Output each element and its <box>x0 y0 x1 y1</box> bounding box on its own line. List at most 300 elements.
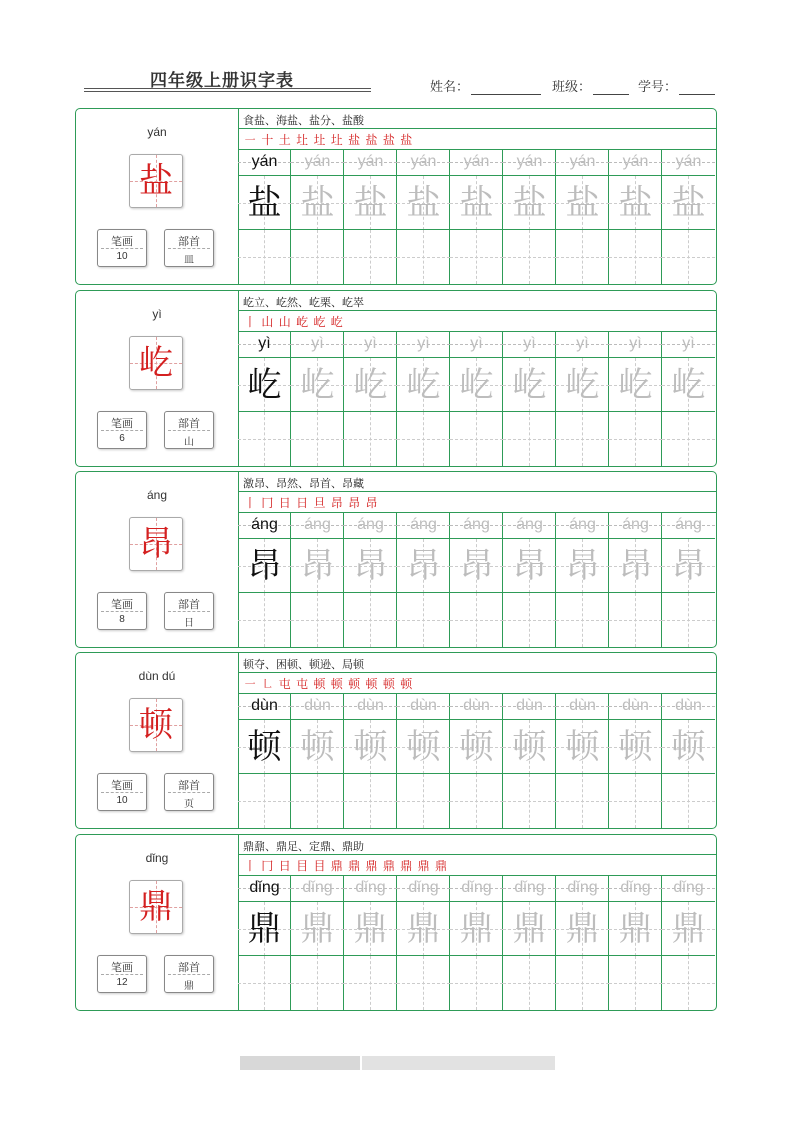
blank-cell[interactable] <box>291 229 344 284</box>
page-title: 四年级上册识字表 <box>150 71 294 90</box>
char-cell[interactable] <box>344 175 397 230</box>
blank-cell[interactable] <box>609 773 662 828</box>
stroke-count-value: 8 <box>119 614 125 625</box>
practice-column <box>556 149 609 284</box>
pinyin-cell <box>397 693 450 719</box>
radical-label: 部首 <box>178 418 200 430</box>
char-cell[interactable] <box>450 357 503 412</box>
char-trace: 昂 <box>406 546 441 586</box>
pinyin-cell <box>503 331 556 357</box>
char-trace: 顿 <box>459 727 494 767</box>
char-cell[interactable] <box>397 538 450 593</box>
char-cell[interactable] <box>662 901 715 956</box>
char-cell[interactable] <box>291 175 344 230</box>
char-cell[interactable] <box>238 901 291 956</box>
pinyin-text: dùn <box>622 697 649 714</box>
number-label: 学号： <box>638 79 678 94</box>
example-words: 激昂、昂然、昂首、昂藏 <box>243 478 364 490</box>
radical-value: 鼎 <box>184 981 194 992</box>
char-trace: 鼎 <box>512 909 547 949</box>
stroke-step: ㇗ <box>261 677 275 691</box>
radical-box <box>164 773 214 811</box>
stroke-step: 屹 <box>330 315 344 329</box>
pinyin-text: dùn <box>410 697 437 714</box>
char-trace: 盐 <box>671 183 706 223</box>
blank-cell[interactable] <box>450 773 503 828</box>
blank-cell[interactable] <box>556 773 609 828</box>
char-cell[interactable] <box>397 901 450 956</box>
name-field[interactable] <box>430 76 541 95</box>
pinyin-cell <box>662 693 715 719</box>
blank-cell[interactable] <box>344 955 397 1010</box>
stroke-step: 顿 <box>382 677 396 691</box>
practice-grid <box>238 331 716 466</box>
stroke-step: 顿 <box>400 677 414 691</box>
name-blank[interactable] <box>471 80 541 95</box>
practice-column <box>503 875 556 1010</box>
pinyin-cell <box>609 693 662 719</box>
char-cell[interactable] <box>503 538 556 593</box>
practice-column <box>291 693 344 828</box>
title-underline-double <box>84 91 371 92</box>
blank-cell[interactable] <box>291 773 344 828</box>
stroke-order <box>244 675 413 692</box>
stroke-step: 圵 <box>330 133 344 147</box>
char-cell[interactable] <box>450 719 503 774</box>
blank-cell[interactable] <box>238 229 291 284</box>
char-cell[interactable] <box>344 719 397 774</box>
blank-cell[interactable] <box>397 955 450 1010</box>
char-cell[interactable] <box>238 357 291 412</box>
class-field[interactable] <box>552 76 629 95</box>
pinyin-cell <box>609 875 662 901</box>
blank-cell[interactable] <box>503 229 556 284</box>
char-cell[interactable] <box>609 901 662 956</box>
practice-column <box>556 512 609 647</box>
radical-box <box>164 955 214 993</box>
stroke-step: 顿 <box>348 677 362 691</box>
pinyin-text: yì <box>682 335 695 352</box>
blank-cell[interactable] <box>238 773 291 828</box>
pinyin-text: yán <box>622 153 649 170</box>
pinyin-cell <box>503 512 556 538</box>
pinyin-text: dǐng <box>620 879 651 896</box>
radical-value: 页 <box>184 799 194 810</box>
blank-cell[interactable] <box>291 955 344 1010</box>
char-cell[interactable] <box>662 175 715 230</box>
char-info-panel <box>76 109 239 284</box>
practice-column <box>450 331 503 466</box>
stroke-count-label: 笔画 <box>111 780 133 792</box>
pinyin-text: dǐng <box>355 879 386 896</box>
pinyin-text: áng <box>251 516 278 533</box>
practice-column <box>344 149 397 284</box>
blank-cell[interactable] <box>344 773 397 828</box>
practice-column <box>397 512 450 647</box>
char-cell[interactable] <box>344 357 397 412</box>
pinyin-text: yán <box>675 153 702 170</box>
pinyin-text: dùn <box>569 697 596 714</box>
blank-cell[interactable] <box>662 592 715 647</box>
stroke-step: 屹 <box>296 315 310 329</box>
pinyin-cell <box>450 149 503 175</box>
blank-cell[interactable] <box>397 229 450 284</box>
pinyin-text: áng <box>410 516 437 533</box>
radical-label: 部首 <box>178 236 200 248</box>
char-trace: 顿 <box>618 727 653 767</box>
blank-cell[interactable] <box>450 229 503 284</box>
stroke-step: 十 <box>261 133 275 147</box>
blank-cell[interactable] <box>344 229 397 284</box>
stroke-step: 鼎 <box>434 859 448 873</box>
char-trace: 昂 <box>512 546 547 586</box>
pinyin-cell <box>344 149 397 175</box>
char-cell[interactable] <box>556 901 609 956</box>
pinyin-cell <box>662 331 715 357</box>
practice-column <box>291 331 344 466</box>
char-trace: 屹 <box>565 365 600 405</box>
practice-column <box>662 512 716 647</box>
char-cell[interactable] <box>503 719 556 774</box>
pinyin-cell <box>450 693 503 719</box>
radical-box <box>164 229 214 267</box>
pinyin-text: dǐng <box>249 879 280 896</box>
char-trace: 顿 <box>512 727 547 767</box>
stroke-count-box <box>97 411 147 449</box>
char-trace: 鼎 <box>353 909 388 949</box>
number-field[interactable] <box>638 76 715 95</box>
char-trace: 鼎 <box>406 909 441 949</box>
blank-cell[interactable] <box>291 592 344 647</box>
stroke-step: ㇐ <box>244 133 258 147</box>
pinyin-cell <box>662 149 715 175</box>
practice-column <box>397 149 450 284</box>
pinyin-cell <box>238 149 291 175</box>
footer-blur <box>240 1056 360 1070</box>
pinyin-cell <box>344 693 397 719</box>
char-main: 顿 <box>139 705 173 745</box>
radical-value: 皿 <box>184 255 194 266</box>
char-display-box <box>129 880 183 934</box>
char-trace: 鼎 <box>565 909 600 949</box>
stroke-step: 日 <box>296 496 310 510</box>
char-display-box <box>129 154 183 208</box>
blank-cell[interactable] <box>609 411 662 466</box>
char-cell[interactable] <box>662 538 715 593</box>
char-cell[interactable] <box>450 901 503 956</box>
practice-column <box>450 149 503 284</box>
char-trace: 顿 <box>671 727 706 767</box>
pinyin-cell <box>291 875 344 901</box>
char-cell[interactable] <box>397 357 450 412</box>
stroke-count-value: 6 <box>119 433 125 444</box>
stroke-step: 屯 <box>296 677 310 691</box>
stroke-step: 圵 <box>296 133 310 147</box>
practice-column <box>503 693 556 828</box>
char-cell[interactable] <box>556 719 609 774</box>
pinyin-text: áng <box>622 516 649 533</box>
pinyin-text: yán <box>357 153 384 170</box>
practice-panel <box>238 109 716 284</box>
number-blank[interactable] <box>679 80 715 95</box>
pinyin-cell <box>609 149 662 175</box>
char-cell[interactable] <box>344 538 397 593</box>
stroke-step: 冂 <box>261 496 275 510</box>
stroke-step: 盐 <box>400 133 414 147</box>
blank-cell[interactable] <box>450 955 503 1010</box>
stroke-step: 日 <box>278 859 292 873</box>
stroke-count-box <box>97 229 147 267</box>
char-cell[interactable] <box>291 719 344 774</box>
char-trace: 盐 <box>300 183 335 223</box>
blank-cell[interactable] <box>609 955 662 1010</box>
pinyin-cell <box>662 512 715 538</box>
stroke-count-value: 10 <box>116 795 128 806</box>
char-trace: 盐 <box>565 183 600 223</box>
stroke-step: 旦 <box>313 496 327 510</box>
practice-grid <box>238 512 716 647</box>
char-cell[interactable] <box>344 901 397 956</box>
pinyin-text: yì <box>470 335 483 352</box>
practice-column <box>397 331 450 466</box>
pinyin-text: dùn <box>251 697 278 714</box>
stroke-order <box>244 131 413 148</box>
char-trace: 屹 <box>618 365 653 405</box>
stroke-count-label: 笔画 <box>111 236 133 248</box>
blank-cell[interactable] <box>397 773 450 828</box>
char-info-panel <box>76 472 239 647</box>
blank-cell[interactable] <box>238 955 291 1010</box>
radical-label: 部首 <box>178 599 200 611</box>
pinyin-cell <box>450 331 503 357</box>
char-trace: 屹 <box>512 365 547 405</box>
practice-column <box>238 693 291 828</box>
practice-column <box>450 512 503 647</box>
char-trace: 顿 <box>353 727 388 767</box>
char-trace: 鼎 <box>459 909 494 949</box>
pinyin-cell <box>556 149 609 175</box>
char-cell[interactable] <box>238 175 291 230</box>
blank-cell[interactable] <box>344 592 397 647</box>
practice-column <box>450 875 503 1010</box>
stroke-step: 鼎 <box>382 859 396 873</box>
stroke-step: 盐 <box>348 133 362 147</box>
stroke-step: 昂 <box>348 496 362 510</box>
stroke-order <box>244 494 379 511</box>
stroke-step: 目 <box>296 859 310 873</box>
pinyin-cell <box>556 512 609 538</box>
char-cell[interactable] <box>238 719 291 774</box>
pinyin-text: dùn <box>463 697 490 714</box>
char-trace: 顿 <box>300 727 335 767</box>
char-info-panel <box>76 653 239 828</box>
pinyin-cell <box>397 149 450 175</box>
stroke-step: 圵 <box>313 133 327 147</box>
blank-cell[interactable] <box>344 411 397 466</box>
blank-cell[interactable] <box>662 955 715 1010</box>
char-cell[interactable] <box>662 719 715 774</box>
char-trace: 昂 <box>353 546 388 586</box>
pinyin-text: yán <box>251 153 278 170</box>
footer-blur-2 <box>362 1056 555 1070</box>
char-trace: 盐 <box>459 183 494 223</box>
char-cell[interactable] <box>556 175 609 230</box>
blank-cell[interactable] <box>450 592 503 647</box>
char-card <box>75 108 717 285</box>
blank-cell[interactable] <box>556 229 609 284</box>
pinyin-text: yì <box>364 335 377 352</box>
practice-column <box>238 512 291 647</box>
pinyin-cell <box>238 693 291 719</box>
blank-cell[interactable] <box>609 592 662 647</box>
blank-cell[interactable] <box>503 773 556 828</box>
char-card <box>75 290 717 467</box>
char-trace: 盐 <box>512 183 547 223</box>
blank-cell[interactable] <box>238 592 291 647</box>
char-cell[interactable] <box>556 538 609 593</box>
stroke-step: 山 <box>261 315 275 329</box>
blank-cell[interactable] <box>503 955 556 1010</box>
char-cell[interactable] <box>609 719 662 774</box>
practice-panel <box>238 835 716 1010</box>
char-trace: 屹 <box>406 365 441 405</box>
pinyin-text: yì <box>576 335 589 352</box>
pinyin-cell <box>503 693 556 719</box>
stroke-step: ㇐ <box>244 677 258 691</box>
blank-cell[interactable] <box>609 229 662 284</box>
pinyin-text: yì <box>258 335 271 352</box>
char-cell[interactable] <box>609 175 662 230</box>
practice-column <box>503 331 556 466</box>
char-cell[interactable] <box>503 175 556 230</box>
practice-grid <box>238 149 716 284</box>
blank-cell[interactable] <box>556 411 609 466</box>
stroke-step: 目 <box>313 859 327 873</box>
blank-cell[interactable] <box>397 592 450 647</box>
blank-cell[interactable] <box>397 411 450 466</box>
pinyin-text: áng <box>304 516 331 533</box>
class-blank[interactable] <box>593 80 629 95</box>
practice-column <box>662 331 716 466</box>
stroke-step: 山 <box>278 315 292 329</box>
char-cell[interactable] <box>291 538 344 593</box>
char-cell[interactable] <box>609 357 662 412</box>
char-cell[interactable] <box>450 538 503 593</box>
blank-cell[interactable] <box>662 411 715 466</box>
stroke-step: 日 <box>278 496 292 510</box>
blank-cell[interactable] <box>503 592 556 647</box>
char-card <box>75 471 717 648</box>
char-card <box>75 834 717 1011</box>
blank-cell[interactable] <box>662 229 715 284</box>
practice-column <box>503 149 556 284</box>
char-cell[interactable] <box>397 175 450 230</box>
pinyin-text: yán <box>304 153 331 170</box>
char-pinyin: yán <box>147 125 167 139</box>
pinyin-cell <box>291 512 344 538</box>
practice-column <box>556 331 609 466</box>
stroke-step: 顿 <box>313 677 327 691</box>
pinyin-text: áng <box>516 516 543 533</box>
char-cell[interactable] <box>662 357 715 412</box>
blank-cell[interactable] <box>450 411 503 466</box>
practice-column <box>344 693 397 828</box>
practice-column <box>291 512 344 647</box>
char-trace: 屹 <box>300 365 335 405</box>
pinyin-text: dǐng <box>514 879 545 896</box>
pinyin-cell <box>662 875 715 901</box>
char-cell[interactable] <box>291 901 344 956</box>
char-trace: 昂 <box>671 546 706 586</box>
char-cell[interactable] <box>238 538 291 593</box>
stroke-step: 盐 <box>382 133 396 147</box>
radical-label: 部首 <box>178 780 200 792</box>
pinyin-cell <box>344 512 397 538</box>
char-trace: 昂 <box>459 546 494 586</box>
blank-cell[interactable] <box>503 411 556 466</box>
char-trace: 昂 <box>300 546 335 586</box>
practice-column <box>344 875 397 1010</box>
char-cell[interactable] <box>397 719 450 774</box>
pinyin-text: áng <box>569 516 596 533</box>
example-words: 屹立、屹然、屹栗、屹崒 <box>243 297 364 309</box>
char-cell[interactable] <box>556 357 609 412</box>
char-cell[interactable] <box>609 538 662 593</box>
practice-column <box>609 875 662 1010</box>
blank-cell[interactable] <box>662 773 715 828</box>
char-trace: 盐 <box>353 183 388 223</box>
radical-box <box>164 592 214 630</box>
stroke-count-value: 10 <box>116 251 128 262</box>
stroke-step: 丨 <box>244 859 258 873</box>
pinyin-cell <box>556 875 609 901</box>
char-card <box>75 652 717 829</box>
char-cell[interactable] <box>291 357 344 412</box>
char-trace: 屹 <box>353 365 388 405</box>
pinyin-text: yán <box>410 153 437 170</box>
stroke-step: 屹 <box>313 315 327 329</box>
blank-cell[interactable] <box>556 955 609 1010</box>
practice-column <box>609 693 662 828</box>
practice-column <box>397 693 450 828</box>
char-cell[interactable] <box>503 901 556 956</box>
practice-column <box>609 149 662 284</box>
pinyin-cell <box>344 331 397 357</box>
blank-cell[interactable] <box>291 411 344 466</box>
pinyin-cell <box>238 512 291 538</box>
char-cell[interactable] <box>450 175 503 230</box>
pinyin-cell <box>238 331 291 357</box>
example-words: 鼎鼐、鼎足、定鼎、鼎助 <box>243 841 364 853</box>
char-trace: 昂 <box>618 546 653 586</box>
char-trace: 盐 <box>618 183 653 223</box>
pinyin-text: dǐng <box>673 879 704 896</box>
radical-box <box>164 411 214 449</box>
char-cell[interactable] <box>503 357 556 412</box>
char-trace: 盐 <box>247 183 282 223</box>
pinyin-cell <box>397 331 450 357</box>
blank-cell[interactable] <box>238 411 291 466</box>
page-header <box>0 0 795 100</box>
blank-cell[interactable] <box>556 592 609 647</box>
practice-column <box>662 693 716 828</box>
name-label: 姓名： <box>430 79 470 94</box>
pinyin-cell <box>556 693 609 719</box>
practice-panel <box>238 291 716 466</box>
practice-column <box>397 875 450 1010</box>
practice-column <box>450 693 503 828</box>
practice-column <box>556 693 609 828</box>
